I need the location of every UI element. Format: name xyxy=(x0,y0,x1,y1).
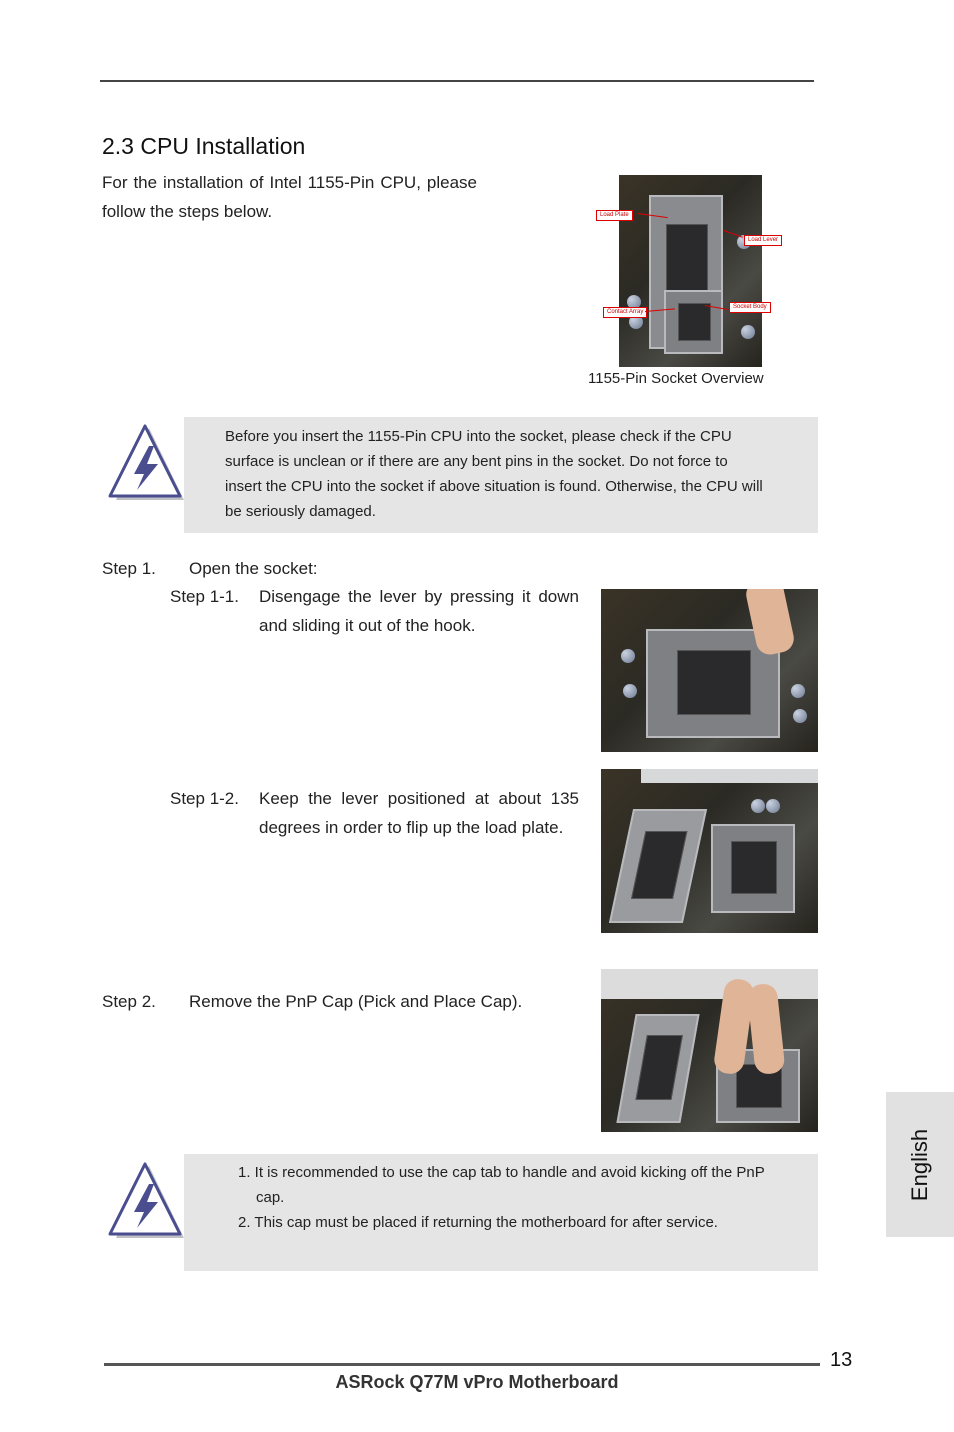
page-number: 13 xyxy=(830,1349,853,1371)
step-1-1-label: Step 1-1. xyxy=(170,587,239,606)
warning-note-2-item-2: 2. This cap must be placed if returning the motherboard for after service. xyxy=(238,1214,718,1231)
step-2-photo xyxy=(601,969,818,1132)
footer-rule xyxy=(104,1363,820,1366)
step-1-text: Open the socket: xyxy=(189,559,318,578)
warning-note-2 xyxy=(184,1154,818,1271)
callout-load-lever: Load Lever xyxy=(744,235,782,246)
step-1-1-text: Disengage the lever by pressing it down and sliding it out of the hook. xyxy=(259,587,579,635)
step-1-1 xyxy=(170,582,579,640)
warning-note-2-item-1: 1. It is recommended to use the cap tab to handle and avoid kicking off the PnP cap. xyxy=(238,1164,765,1206)
warning-note-1 xyxy=(184,417,818,533)
step-1-2-photo xyxy=(601,769,818,933)
socket-overview-photo xyxy=(619,175,762,367)
footer-text: ASRock Q77M vPro Motherboard xyxy=(335,1372,619,1392)
step-2-text: Remove the PnP Cap (Pick and Place Cap). xyxy=(189,992,523,1011)
step-1-label: Step 1. xyxy=(102,559,156,578)
warning-icon xyxy=(104,1162,186,1242)
step-2-label: Step 2. xyxy=(102,992,156,1011)
callout-socket-body: Socket Body xyxy=(729,302,771,313)
step-1-2-label: Step 1-2. xyxy=(170,789,239,808)
step-1-1-photo xyxy=(601,589,818,752)
step-1-2 xyxy=(170,784,579,842)
step-1-2-text: Keep the lever positioned at about 135 degrees in order to flip up the load plate. xyxy=(259,789,579,837)
language-tab xyxy=(886,1092,954,1237)
warning-note-1-text: Before you insert the 1155-Pin CPU into the socket, please check if the CPU surface is unclean or if there are any bent pins in the socket. Do not force to insert the CPU into the socket if above situation is found. Otherwise, the CPU will be seriously damaged. xyxy=(225,428,763,520)
header-rule xyxy=(100,80,814,82)
callout-contact-array: Contact Array xyxy=(603,307,647,318)
intro-text: For the installation of Intel 1155-Pin CPU, please follow the steps below. xyxy=(102,173,477,221)
language-tab-label: English xyxy=(907,1128,932,1201)
callout-load-plate: Load Plate xyxy=(596,210,633,221)
warning-icon xyxy=(104,424,186,504)
section-title: 2.3 CPU Installation xyxy=(102,133,306,159)
socket-overview-caption: 1155-Pin Socket Overview xyxy=(588,370,764,387)
